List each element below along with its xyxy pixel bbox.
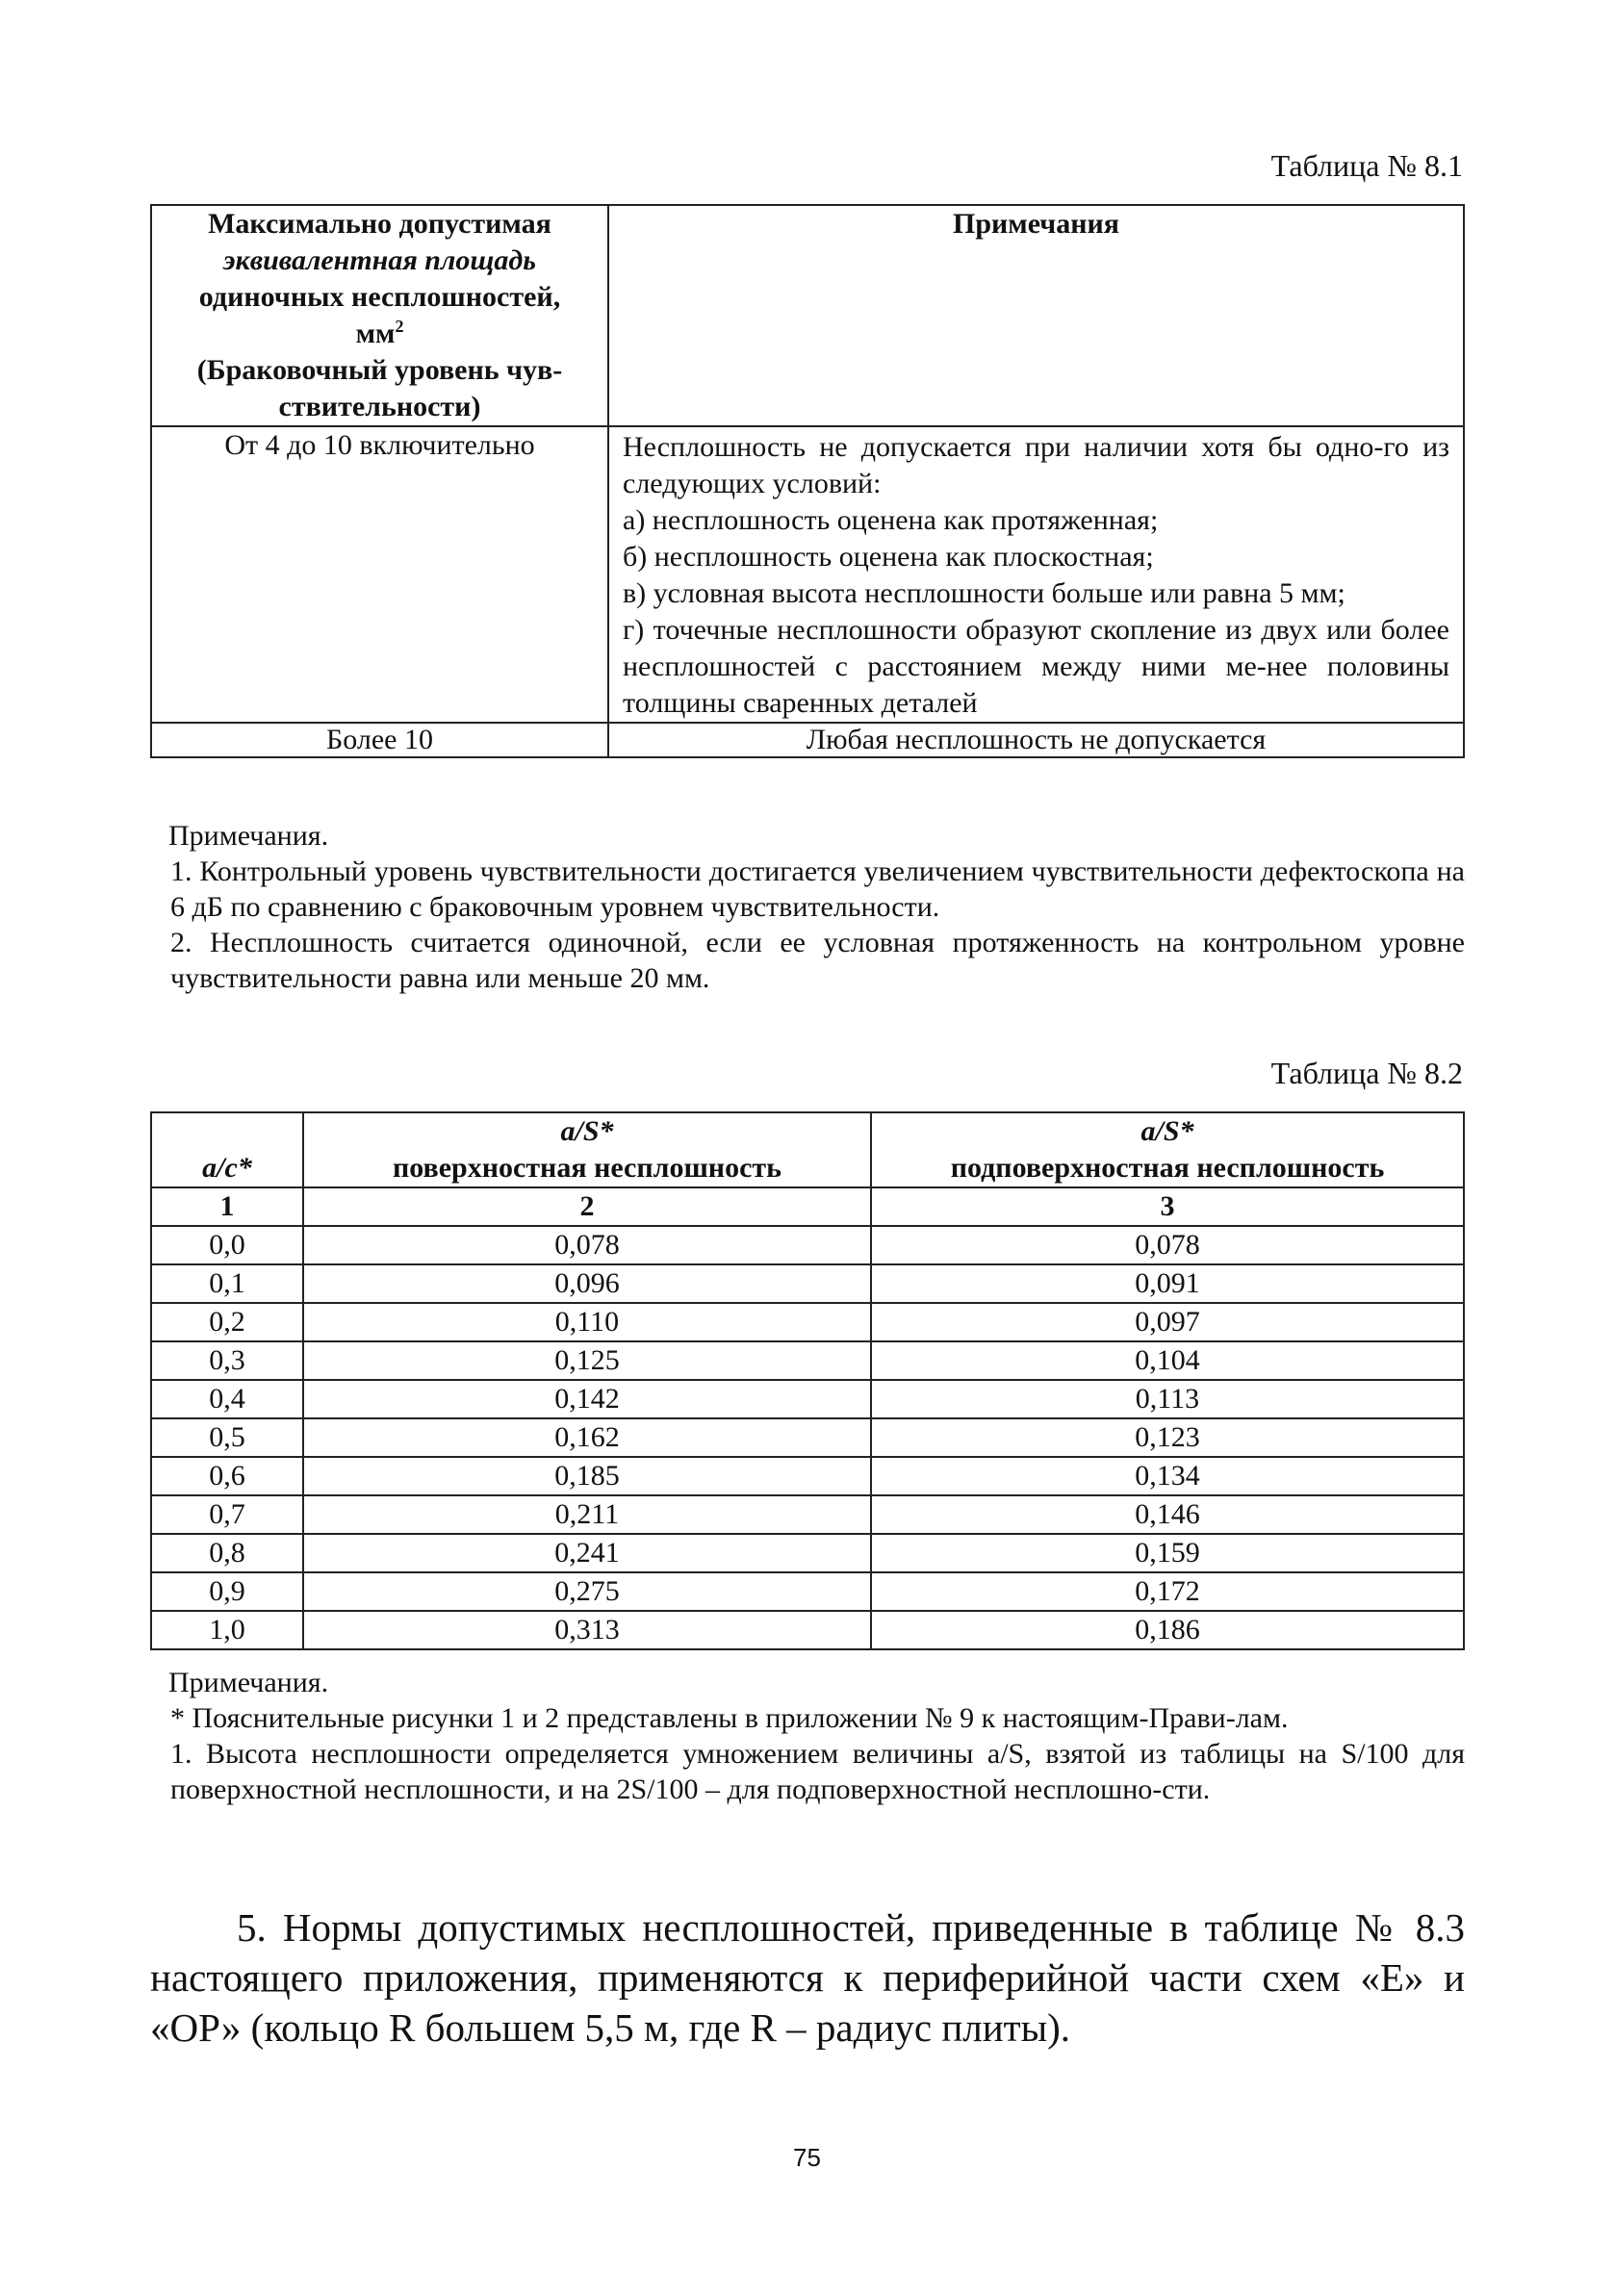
header-label: подповерхностная несплошность	[950, 1152, 1385, 1184]
table-cell: 0,091	[871, 1264, 1464, 1303]
table-cell: 0,113	[871, 1380, 1464, 1418]
table-cell: 0,142	[303, 1380, 871, 1418]
column-number: 3	[871, 1187, 1464, 1226]
table-cell: 0,078	[871, 1226, 1464, 1264]
table-row	[151, 1572, 1464, 1611]
column-number: 2	[303, 1187, 871, 1226]
header-line: ствительности)	[278, 391, 481, 422]
condition-line: а) несплошность оценена как протяженная;	[623, 504, 1159, 536]
table-cell: 0,5	[151, 1418, 303, 1457]
header-symbol: a/S*	[560, 1115, 614, 1147]
header-unit	[152, 316, 607, 352]
table-cell: 0,097	[871, 1303, 1464, 1341]
table-cell: 0,0	[151, 1226, 303, 1264]
table-cell: 0,6	[151, 1457, 303, 1495]
table-cell: 0,4	[151, 1380, 303, 1418]
notes-table-8-1	[170, 818, 1465, 996]
table-row	[151, 1303, 1464, 1341]
condition-line: в) условная высота несплошности больше или равна 5 мм;	[623, 577, 1345, 609]
header-symbol: a/S*	[1140, 1115, 1194, 1147]
table-cell: 0,7	[151, 1495, 303, 1534]
table-row	[151, 1495, 1464, 1534]
notes-title: Примечания.	[168, 820, 329, 852]
note-item: 1. Контрольный уровень чувствительности достигается увеличением чувствительности дефектоскопа на 6 дБ по сравнению с браковочным уровнем чувствительности.	[170, 855, 1465, 923]
column-number-row	[151, 1187, 1464, 1226]
body-paragraph: 5. Нормы допустимых несплошностей, приведенные в таблице № 8.3 настоящего приложения, применяются к периферийной части схем «Е» и «ОР» (кольцо R большем 5,5 м, где R – радиус плиты).	[150, 1905, 1465, 2050]
column-number: 1	[151, 1187, 303, 1226]
page-number: 75	[793, 2143, 821, 2172]
row-conditions	[608, 426, 1464, 723]
table-cell: 0,313	[303, 1611, 871, 1649]
header-max-area	[151, 205, 608, 426]
header-subsurface	[871, 1112, 1464, 1187]
table-8-2-caption: Таблица № 8.2	[1270, 1056, 1463, 1090]
table-cell: 1,0	[151, 1611, 303, 1649]
header-line: эквивалентная площадь	[223, 244, 536, 276]
row-note: Любая несплошность не допускается	[608, 723, 1464, 757]
table-cell: 0,096	[303, 1264, 871, 1303]
table-cell: 0,162	[303, 1418, 871, 1457]
table-cell: 0,186	[871, 1611, 1464, 1649]
table-row	[151, 1457, 1464, 1495]
table-row	[151, 1534, 1464, 1572]
table-cell: 0,172	[871, 1572, 1464, 1611]
notes-table-8-2	[170, 1665, 1465, 1807]
row-value: От 4 до 10 включительно	[151, 426, 608, 723]
header-line: одиночных несплошностей,	[198, 281, 561, 313]
table-cell: 0,275	[303, 1572, 871, 1611]
table-cell: 0,110	[303, 1303, 871, 1341]
table-cell: 0,159	[871, 1534, 1464, 1572]
table-cell: 0,211	[303, 1495, 871, 1534]
table-cell: 0,078	[303, 1226, 871, 1264]
header-symbol: a/c*	[202, 1152, 252, 1184]
table-row	[151, 1380, 1464, 1418]
table-row	[151, 1264, 1464, 1303]
table-row	[151, 1611, 1464, 1649]
table-cell: 0,9	[151, 1572, 303, 1611]
table-cell: 0,125	[303, 1341, 871, 1380]
condition-line: Несплошность не допускается при наличии хотя бы одно-го из следующих условий:	[623, 431, 1449, 499]
note-item: * Пояснительные рисунки 1 и 2 представлены в приложении № 9 к настоящим-Прави-лам.	[170, 1702, 1289, 1734]
row-value: Более 10	[151, 723, 608, 757]
table-row	[151, 1226, 1464, 1264]
header-label: поверхностная несплошность	[392, 1152, 782, 1184]
table-cell: 0,1	[151, 1264, 303, 1303]
table-8-2	[150, 1111, 1465, 1650]
condition-line: г) точечные несплошности образуют скопление из двух или более несплошностей с расстоянием между ними ме-нее половины толщины сваренных деталей	[623, 614, 1449, 719]
table-cell: 0,8	[151, 1534, 303, 1572]
table-cell: 0,185	[303, 1457, 871, 1495]
table-8-1	[150, 204, 1465, 758]
header-line: Максимально допустимая	[208, 208, 551, 240]
table-cell: 0,241	[303, 1534, 871, 1572]
header-line: (Браковочный уровень чув-	[196, 354, 563, 386]
table-cell: 0,104	[871, 1341, 1464, 1380]
table-8-1-caption: Таблица № 8.1	[1270, 148, 1463, 183]
table-row	[151, 1418, 1464, 1457]
table-row	[151, 1341, 1464, 1380]
table-cell: 0,146	[871, 1495, 1464, 1534]
note-item: 2. Несплошность считается одиночной, если ее условная протяженность на контрольном уровне чувствительности равна или меньше 20 мм.	[170, 927, 1465, 994]
note-item: 1. Высота несплошности определяется умножением величины a/S, взятой из таблицы на S/100 для поверхностной несплошности, и на 2S/100 – для подповерхностной несплошно-сти.	[170, 1738, 1465, 1805]
header-a-c	[151, 1112, 303, 1187]
table-cell: 0,3	[151, 1341, 303, 1380]
condition-line: б) несплошность оценена как плоскостная;	[623, 541, 1154, 573]
unit-sup: 2	[395, 317, 404, 336]
table-cell: 0,123	[871, 1418, 1464, 1457]
table-cell: 0,134	[871, 1457, 1464, 1495]
header-surface	[303, 1112, 871, 1187]
table-header-row	[151, 1112, 1464, 1187]
notes-title: Примечания.	[168, 1667, 329, 1698]
header-notes: Примечания	[608, 205, 1464, 426]
table-cell: 0,2	[151, 1303, 303, 1341]
unit-base: мм	[355, 318, 396, 349]
